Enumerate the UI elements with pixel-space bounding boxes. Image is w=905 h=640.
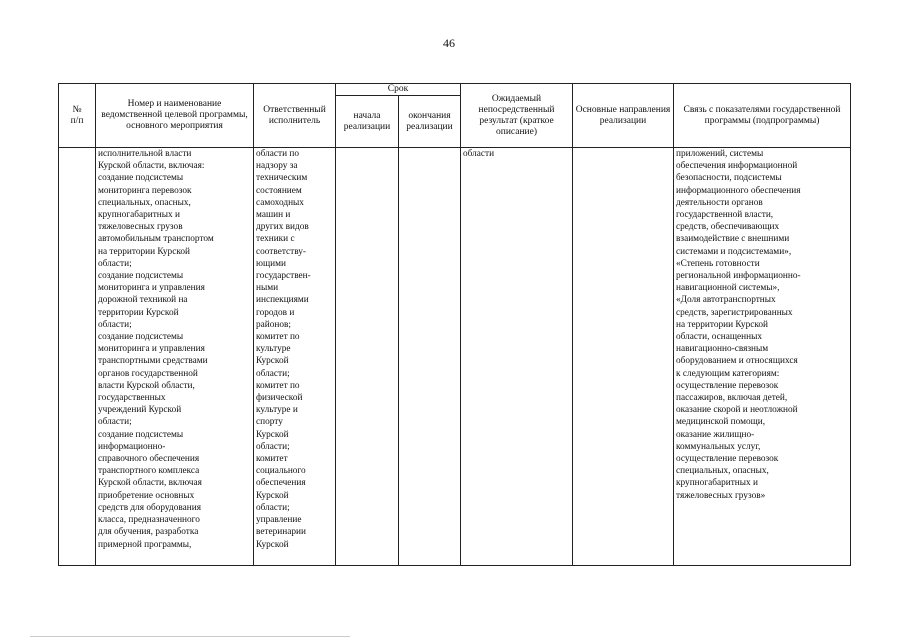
header-term-start: начала реализации	[336, 96, 399, 148]
header-executor: Ответственный исполнитель	[254, 84, 336, 148]
measures-table	[58, 83, 851, 566]
cell-executor: области по надзору за техническим состоянием самоходных машин и других видов техники с соответству- ющими государствен- ными инспекциями городов и районов; комитет по культуре Курской области; комитет по физической культуре и спорту Курской области; комитет социального обеспечения Курской области; управление ветеринарии Курской	[254, 148, 336, 566]
cell-num	[59, 148, 96, 566]
scan-edge-line	[30, 636, 350, 637]
cell-term-end	[399, 148, 461, 566]
page-number: 46	[443, 36, 455, 50]
header-term-end: окончания реализации	[399, 96, 461, 148]
header-num: № п/п	[59, 84, 96, 148]
table-row	[59, 148, 851, 566]
cell-term-start	[336, 148, 399, 566]
header-link: Связь с показателями государственной программы (подпрограммы)	[674, 84, 851, 148]
header-program: Номер и наименование ведомственной целевой программы, основного мероприятия	[96, 84, 254, 148]
header-result: Ожидаемый непосредственный результат (краткое описание)	[461, 84, 573, 148]
header-directions: Основные направления реализации	[573, 84, 674, 148]
header-term: Срок	[336, 84, 461, 96]
cell-link: приложений, системы обеспечения информационной безопасности, подсистемы информационного обеспечения деятельности органов государственной власти, средств, обеспечивающих взаимодействие с внешними системами и подсистемами», «Степень готовности региональной информационно- навигационной системы», «Доля автотранспортных средств, зарегистрированных на территории Курской области, оснащенных навигационно-связным оборудованием и относящихся к следующим категориям: осуществление перевозок пассажиров, включая детей, оказание скорой и неотложной медицинской помощи, оказание жилищно- коммунальных услуг, осуществление перевозок специальных, опасных, крупногабаритных и тяжеловесных грузов»	[674, 148, 851, 566]
cell-program: исполнительной власти Курской области, включая: создание подсистемы мониторинга перевозок специальных, опасных, крупногабаритных и тяжеловесных грузов автомобильным транспортом на территории Курской области; создание подсистемы мониторинга и управления дорожной техникой на территории Курской области; создание подсистемы мониторинга и управления транспортными средствами органов государственной власти Курской области, государственных учреждений Курской области; создание подсистемы информационно- справочного обеспечения транспортного комплекса Курской области, включая приобретение основных средств для оборудования класса, предназначенного для обучения, разработка примерной программы,	[96, 148, 254, 566]
cell-directions	[573, 148, 674, 566]
cell-result: области	[461, 148, 573, 566]
